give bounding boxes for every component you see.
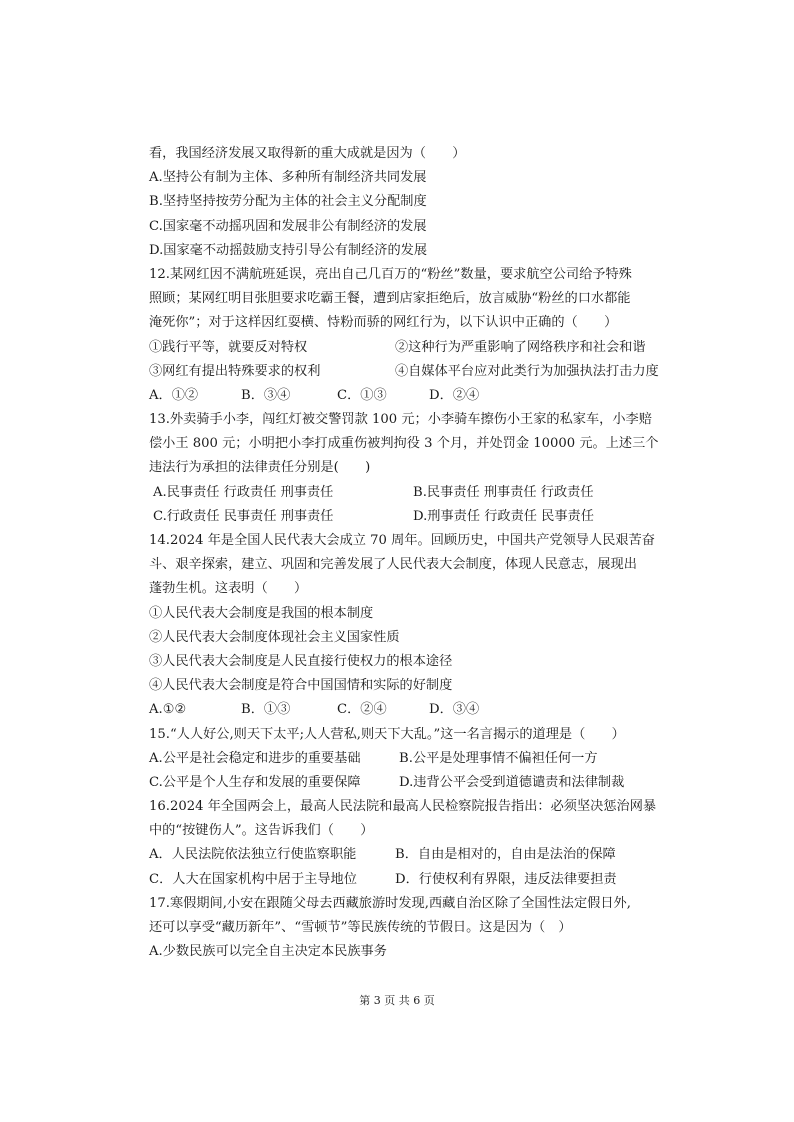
question-13-stem-line-1: 13.外卖骑手小李，闯红灯被交警罚款 100 元；小李骑车擦伤小王家的私家车，小李赔 — [149, 412, 652, 428]
question-16-choices-row-1 — [149, 843, 689, 867]
question-14-statement-3: ③人民代表大会制度是人民直接行使权力的根本途径 — [149, 653, 453, 669]
question-16-stem-line-2: 中的“按键伤人”。这告诉我们（ ） — [149, 823, 374, 839]
question-12-statement-1: ①践行平等，就要反对特权 — [149, 339, 308, 355]
question-17-stem-line-2: 还可以享受“藏历新年”、“雪顿节”等民族传统的节假日。这是因为（ ） — [149, 920, 572, 935]
question-13-choice-d: D.刑事责任 行政责任 民事责任 — [413, 508, 594, 524]
question-11-option-b: B.坚持坚持按劳分配为主体的社会主义分配制度 — [149, 194, 427, 210]
question-12-stem-line-2: 照顾；某网红明目张胆要求吃霸王餐，遭到店家拒绝后，放言威胁“粉丝的口水都能 — [149, 291, 631, 307]
question-14-statement-2: ②人民代表大会制度体现社会主义国家性质 — [149, 629, 400, 645]
question-12-statement-4: ④自媒体平台应对此类行为加强执法打击力度 — [395, 363, 659, 379]
page-footer: 第 3 页 共 6 页 — [359, 994, 435, 1007]
question-14-choices — [149, 698, 689, 722]
question-12-choice-a: A．①② — [149, 387, 199, 403]
question-12-choice-b: B．③④ — [241, 387, 291, 403]
question-13-choice-b: B.民事责任 刑事责任 行政责任 — [413, 484, 594, 500]
question-15-stem: 15.“人人好公,则天下太平;人人营私,则天下大乱。”这一名言揭示的道理是（ ） — [149, 726, 625, 742]
question-14-choice-c: C．②④ — [337, 702, 387, 718]
question-12-statements-row-1 — [149, 336, 689, 360]
question-11-option-c: C.国家毫不动摇巩固和发展非公有制经济的发展 — [149, 218, 427, 234]
question-12-choice-d: D．②④ — [429, 387, 480, 403]
question-15-choice-b: B.公平是处理事情不偏袒任何一方 — [399, 750, 598, 766]
question-13-stem-line-2: 偿小王 800 元；小明把小李打成重伤被判拘役 3 个月，并处罚金 10000 元。上述三个 — [149, 436, 659, 452]
question-16-choice-b: B．自由是相对的，自由是法治的保障 — [395, 847, 616, 863]
question-17-stem-line-1: 17.寒假期间,小安在跟随父母去西藏旅游时发现,西藏自治区除了全国性法定假日外, — [149, 895, 631, 911]
question-16-choices-row-2 — [149, 868, 689, 892]
question-15-choice-c: C.公平是个人生存和发展的重要保障 — [149, 774, 361, 790]
question-14-stem-line-1: 14.2024 年是全国人民代表大会成立 70 周年。回顾历史，中国共产党领导人民艰苦奋 — [149, 533, 655, 548]
question-12-choice-c: C．①③ — [337, 387, 387, 403]
question-15-choices-row-2 — [149, 771, 689, 795]
question-12-stem-line-1: 12.某网红因不满航班延误，亮出自己几百万的“粉丝”数量，要求航空公司给予特殊 — [149, 266, 632, 282]
question-13-choice-c: C.行政责任 民事责任 刑事责任 — [153, 508, 334, 524]
question-11-option-a: A.坚持公有制为主体、多种所有制经济共同发展 — [149, 170, 427, 186]
question-14-choice-d: D．③④ — [429, 702, 480, 718]
question-14-stem-line-2: 斗、艰辛探索，建立、巩固和完善发展了人民代表大会制度，体现人民意志，展现出 — [149, 557, 637, 573]
question-13-choices-row-2 — [149, 505, 689, 529]
question-16-choice-c: C．人大在国家机构中居于主导地位 — [149, 871, 357, 887]
question-12-statement-2: ②这种行为严重影响了网络秩序和社会和谐 — [395, 339, 646, 355]
question-15-choice-a: A.公平是社会稳定和进步的重要基础 — [149, 750, 361, 766]
question-14-statement-1: ①人民代表大会制度是我国的根本制度 — [149, 605, 374, 621]
question-16-choice-a: A．人民法院依法独立行使监察职能 — [149, 847, 357, 863]
question-12-stem-line-3: 淹死你”；对于这样因红耍横、恃粉而骄的网红行为，以下认识中正确的（ ） — [149, 315, 618, 331]
question-17-choice-a: A.少数民族可以完全自主决定本民族事务 — [149, 944, 387, 960]
question-16-stem-line-1: 16.2024 年全国两会上，最高人民法院和最高人民检察院报告指出：必须坚决惩治网暴 — [149, 799, 657, 815]
question-12-statements-row-2 — [149, 360, 689, 384]
question-14-stem-line-3: 蓬勃生机。这表明（ ） — [149, 581, 308, 597]
page-content — [149, 142, 689, 964]
question-16-choice-d: D．行使权利有界限，违反法律要担责 — [395, 871, 617, 887]
question-15-choice-d: D.违背公平会受到道德谴责和法律制裁 — [399, 774, 625, 790]
question-11-stem-end: 看，我国经济发展又取得新的重大成就是因为（ ） — [149, 146, 466, 161]
question-14-statement-4: ④人民代表大会制度是符合中国国情和实际的好制度 — [149, 678, 453, 694]
question-12-statement-3: ③网红有提出特殊要求的权利 — [149, 363, 321, 379]
question-11-option-d: D.国家毫不动摇鼓励支持引导公有制经济的发展 — [149, 242, 428, 258]
question-13-stem-line-3: 违法行为承担的法律责任分别是( ) — [149, 460, 371, 476]
question-14-choice-b: B．①③ — [241, 702, 291, 718]
question-13-choice-a: A.民事责任 行政责任 刑事责任 — [153, 484, 334, 500]
question-12-choices — [149, 384, 689, 408]
question-15-choices-row-1 — [149, 747, 689, 771]
question-14-choice-a: A.①② — [149, 702, 187, 718]
question-13-choices-row-1 — [149, 481, 689, 505]
